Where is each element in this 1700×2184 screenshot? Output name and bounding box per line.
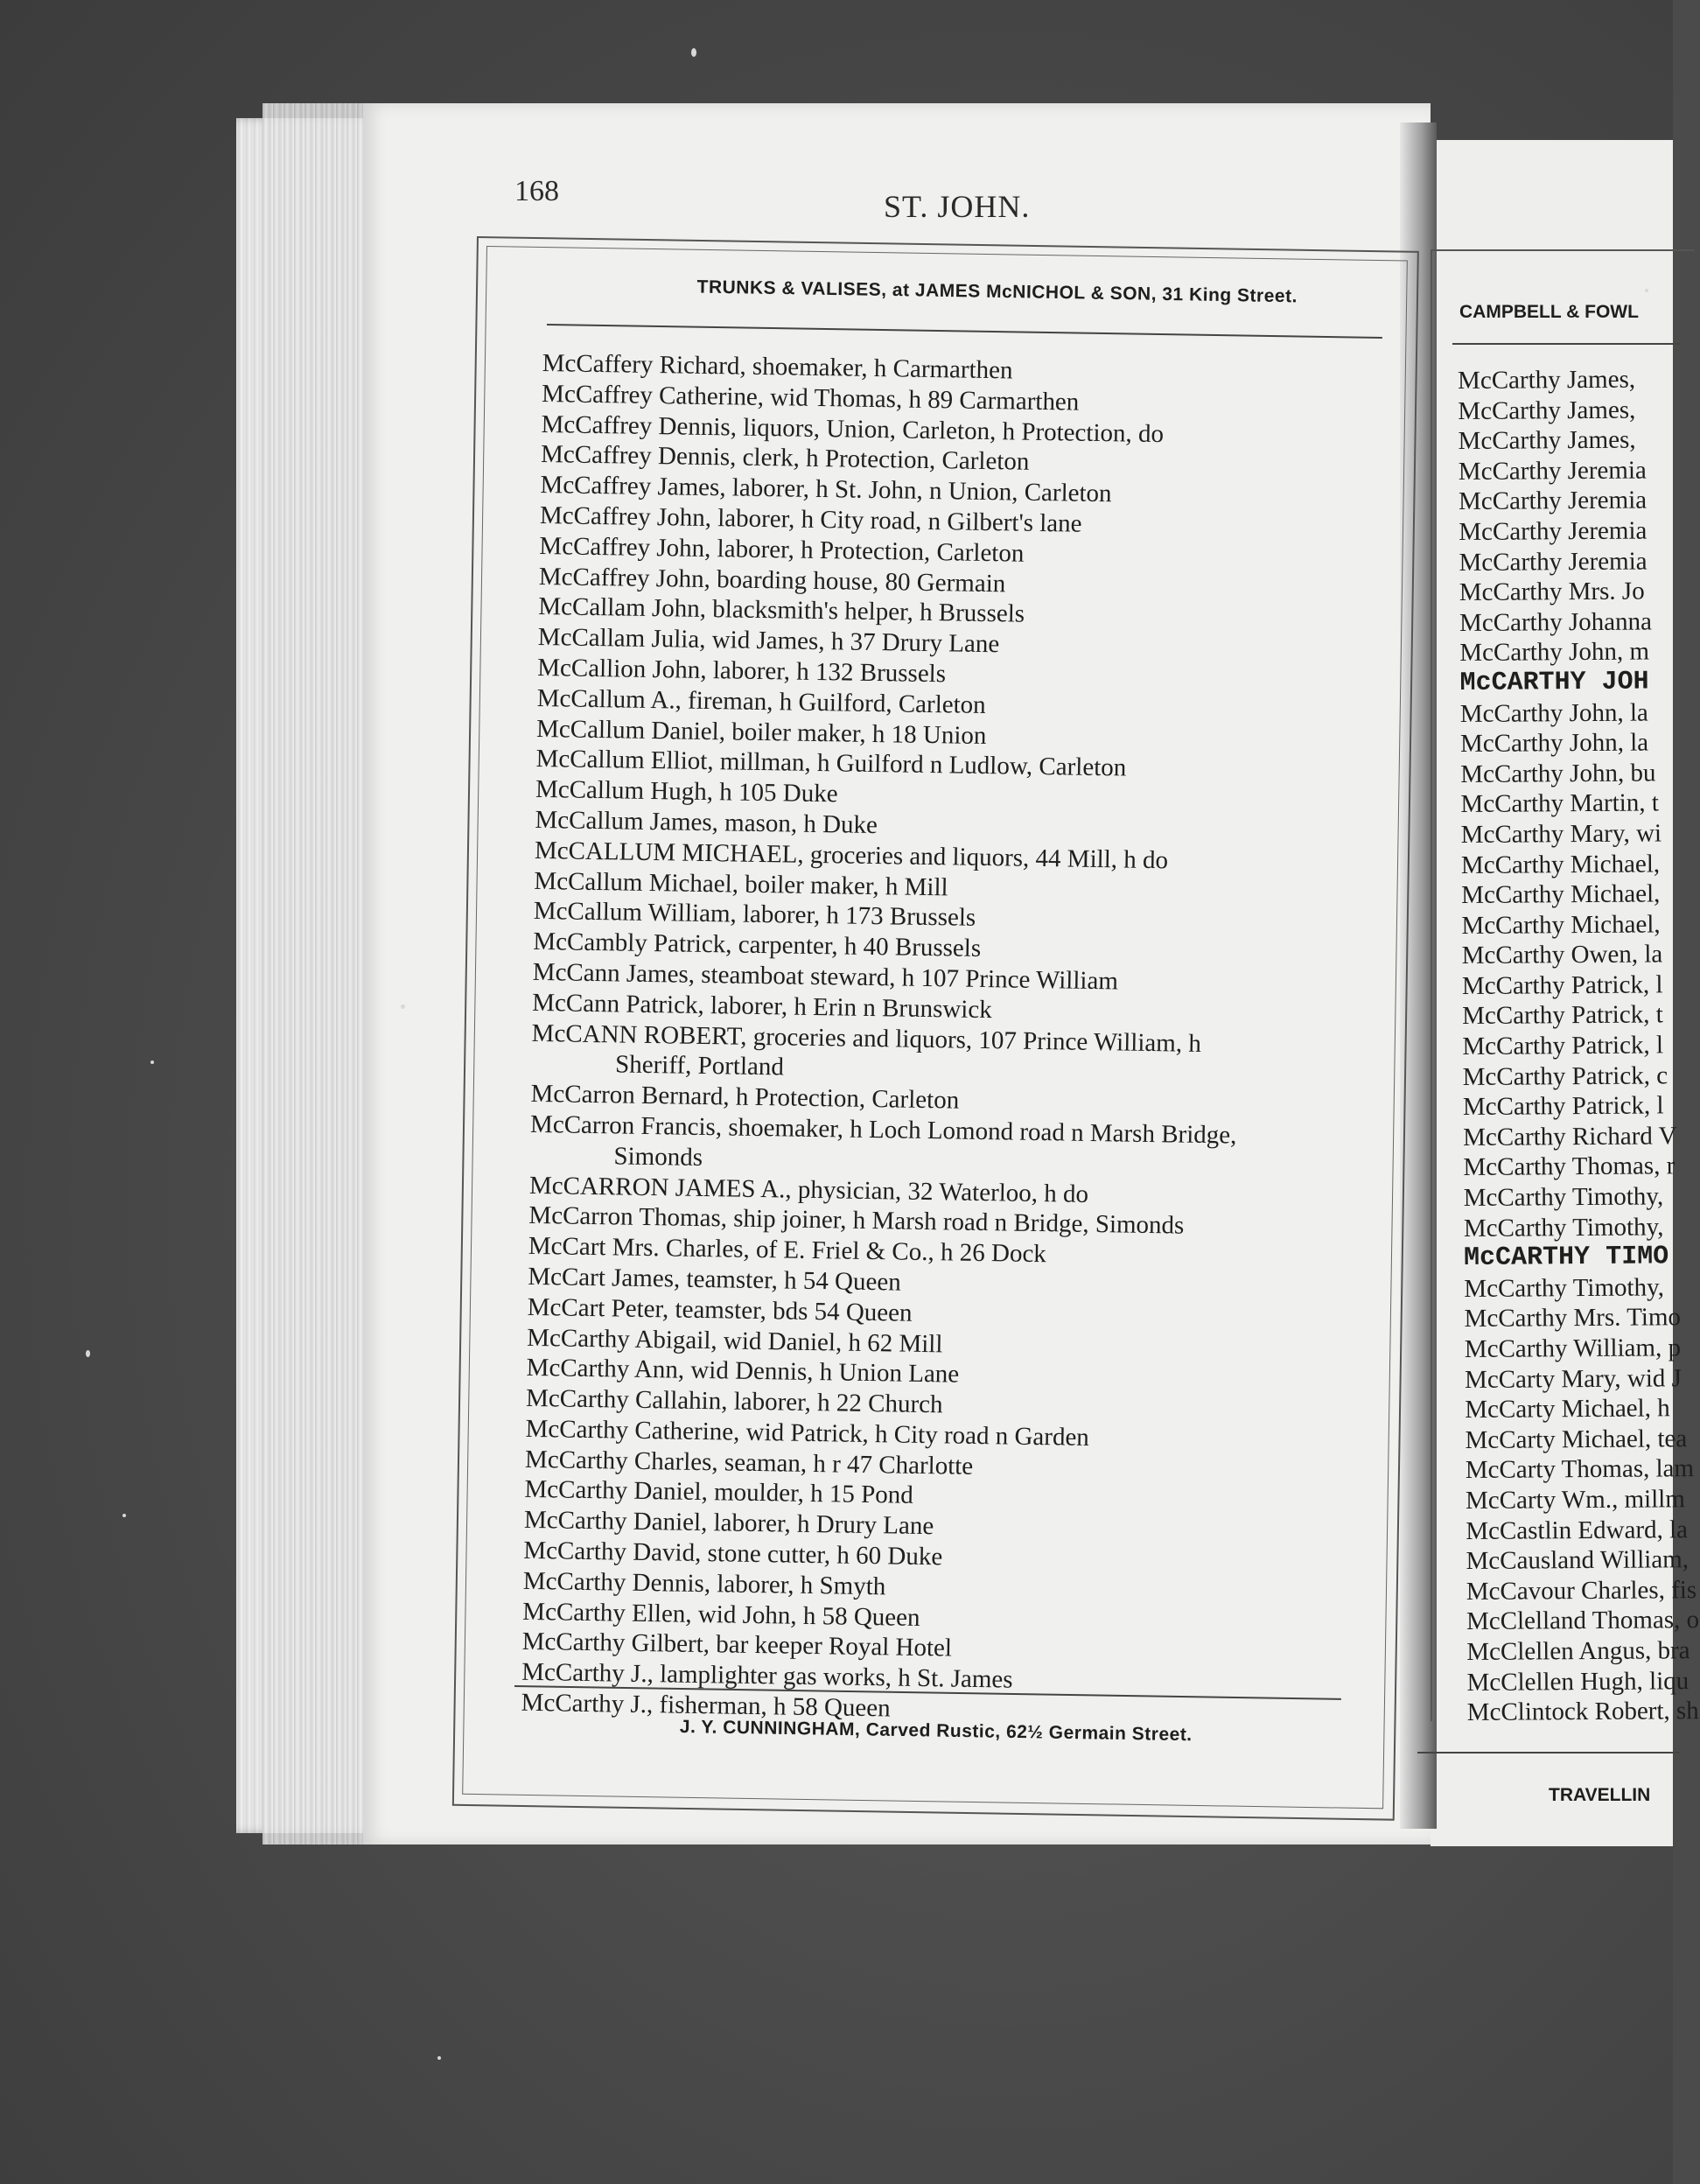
entry-detail: , boiler maker, h Mill — [731, 870, 948, 901]
right-page-entry: McCarthy Mrs. Timo — [1464, 1303, 1682, 1334]
right-page-entry: McCarty Wm., millm — [1465, 1485, 1685, 1515]
entry-name: McCarthy Ann — [526, 1354, 679, 1384]
entry-name: McCarthy Dennis — [522, 1566, 705, 1598]
entry-detail: , fisherman, h 58 Queen — [646, 1690, 891, 1723]
right-page-entry: McCarthy Patrick, l — [1461, 970, 1663, 1000]
entry-name: McCart Peter — [527, 1292, 663, 1323]
entry-detail: , laborer, h 132 Brussels — [700, 655, 947, 689]
right-page-entry: McCarthy Johanna — [1459, 607, 1653, 637]
entry-detail: , of E. Friel & Co., h 26 Dock — [743, 1235, 1047, 1269]
entry-detail: , millman, h Guilford n Ludlow, Carleton — [707, 747, 1127, 782]
right-page-entry: McCarty Michael, tea — [1465, 1424, 1688, 1454]
entry-name: McCallum James — [535, 805, 712, 837]
entry-name: McCallam John — [538, 592, 701, 624]
entry-name: McCallum Daniel — [535, 714, 719, 746]
entry-detail: , clerk, h Protection, Carleton — [729, 443, 1030, 477]
entry-name: McCallum William — [533, 897, 731, 928]
entry-detail: , h Protection, Carleton — [723, 1082, 960, 1115]
entry-name: McCaffrey Catherine — [541, 379, 759, 411]
right-page-entry: McCarthy Owen, la — [1461, 940, 1663, 970]
entry-name: McCarthy Daniel — [523, 1506, 702, 1537]
page-stack — [262, 103, 363, 1844]
entry-detail: , wid John, h 58 Queen — [685, 1600, 920, 1632]
entry-name: McCARRON JAMES A. — [528, 1171, 786, 1203]
entry-name: McCarthy Catherine — [525, 1414, 734, 1446]
right-page-entry: McCarthy Jeremia — [1458, 456, 1647, 486]
right-page-listing — [1458, 364, 1700, 1727]
entry-detail: , boarding house, 80 Germain — [703, 564, 1006, 598]
entry-name: McCart Mrs. Charles — [528, 1231, 744, 1264]
entry-detail: , wid Thomas, h 89 Carmarthen — [757, 382, 1080, 416]
right-page-entry: McCarthy John, la — [1459, 698, 1648, 728]
right-page-entry: McCarty Michael, h — [1465, 1394, 1670, 1424]
entry-name: McCaffrey Dennis — [540, 440, 731, 472]
entry-detail: , laborer, h St. John, n Union, Carleton — [719, 473, 1112, 508]
entry-name: McCambly Patrick — [533, 928, 726, 959]
right-page-entry: McCausland William, — [1466, 1545, 1690, 1576]
entry-detail: , blacksmith's helper, h Brussels — [699, 595, 1025, 629]
entry-detail: , steamboat steward, h 107 Prince William — [688, 960, 1119, 996]
right-page-entry: McClelland Thomas, o — [1466, 1606, 1700, 1636]
entry-detail: , fireman, h Guilford, Carleton — [675, 686, 986, 719]
entry-detail: , shoemaker, h Loch Lomond road n Marsh Bridge, — [715, 1113, 1237, 1150]
entry-name: McCarthy Callahin — [525, 1383, 722, 1416]
entry-detail: , laborer, h 173 Brussels — [730, 900, 976, 933]
entry-name: McCart James — [528, 1262, 675, 1293]
right-page-entry: McCavour Charles, fis — [1466, 1575, 1697, 1606]
entry-detail: , wid James, h 37 Drury Lane — [698, 626, 1000, 659]
right-page-entry: McCarthy William, p — [1464, 1334, 1682, 1363]
entry-continuation: Sheriff, Portland — [614, 1050, 785, 1082]
entry-detail: , teamster, bds 54 Queen — [661, 1294, 913, 1327]
right-page-entry: McCARTHY JOH — [1459, 667, 1649, 698]
page-number: 168 — [514, 175, 559, 207]
entry-detail: , ship joiner, h Marsh road n Bridge, Simonds — [720, 1204, 1185, 1240]
entry-name: McCarthy J. — [521, 1688, 647, 1719]
entry-name: McCarthy Gilbert — [521, 1628, 703, 1659]
right-page-entry: McCarthy Mrs. Jo — [1459, 577, 1645, 607]
right-page-entry: McCastlin Edward, la — [1466, 1515, 1689, 1545]
entry-detail: , moulder, h 15 Pond — [701, 1478, 913, 1510]
entry-detail: , laborer, h City road, n Gilbert's lane — [704, 503, 1082, 538]
entry-name: McCallam Julia — [537, 623, 700, 654]
right-page-entry: McCarthy Michael, — [1461, 910, 1661, 940]
right-page-entry: McClellen Hugh, liqu — [1466, 1666, 1690, 1697]
right-page-entry: McCarthy John, m — [1459, 637, 1650, 668]
entry-detail: , laborer, h Protection, Carleton — [703, 534, 1025, 568]
entry-name: McCallum A. — [536, 683, 675, 715]
entry-name: McCaffrey Dennis — [541, 410, 731, 441]
entry-detail: , laborer, h Erin n Brunswick — [697, 990, 993, 1024]
right-page-entry: McClellen Angus, bra — [1466, 1636, 1690, 1666]
entry-detail: , laborer, h Drury Lane — [700, 1508, 934, 1541]
right-page-entry: McCarthy Mary, wi — [1460, 819, 1662, 849]
directory-listing — [521, 348, 1382, 1732]
entry-name: McCaffrey John — [538, 562, 704, 593]
right-page-entry: McCarthy Timothy, — [1463, 1213, 1664, 1242]
entry-name: McCANN ROBERT — [531, 1018, 741, 1051]
right-page-entry: McCarthy Martin, t — [1460, 788, 1659, 819]
right-page-entry: McCarthy Jeremia — [1459, 547, 1648, 577]
right-page-entry: McCarty Thomas, lam — [1465, 1454, 1695, 1485]
entry-detail: , liquors, Union, Carleton, h Protection, do — [730, 412, 1165, 448]
entry-detail: , stone cutter, h 60 Duke — [694, 1538, 943, 1572]
right-page-entry: McCarthy Patrick, l — [1462, 1091, 1664, 1122]
entry-name: McCann Patrick — [532, 988, 698, 1019]
entry-detail: , shoemaker, h Carmarthen — [739, 352, 1013, 385]
entry-detail: , h 105 Duke — [706, 778, 838, 808]
right-page-entry: McCarthy Michael, — [1461, 879, 1661, 910]
entry-detail: , lamplighter gas works, h St. James — [647, 1660, 1013, 1694]
right-page-entry: McCarthy James, — [1458, 425, 1636, 456]
right-page-top-rule — [1452, 343, 1680, 345]
right-page-entry: McCarthy James, — [1458, 396, 1636, 425]
entry-name: McCarthy Daniel — [524, 1475, 702, 1507]
right-page-entry: McCarthy Jeremia — [1458, 486, 1648, 516]
right-page-entry: McCARTHY TIMO — [1464, 1242, 1669, 1274]
right-page-entry: McCarthy Richard V — [1463, 1122, 1677, 1152]
entry-name: McCaffrey James — [540, 471, 720, 502]
entry-detail: , carpenter, h 40 Brussels — [724, 930, 982, 963]
right-page-entry: McCarthy Jeremia — [1459, 516, 1648, 546]
entry-name: McCALLUM MICHAEL — [534, 836, 798, 869]
entry-name: McCallion John — [537, 653, 701, 684]
running-title: ST. JOHN. — [884, 189, 1031, 224]
entry-name: McCarron Thomas — [528, 1201, 721, 1233]
entry-detail: , bar keeper Royal Hotel — [703, 1630, 953, 1663]
right-page-entry: McCarthy Thomas, r — [1463, 1152, 1676, 1182]
entry-name: McCarthy David — [523, 1536, 696, 1567]
entry-name: McCallum Michael — [534, 866, 732, 899]
entry-detail: , groceries and liquors, 44 Mill, h do — [797, 840, 1169, 875]
right-page-entry: McCarthy Patrick, c — [1462, 1061, 1669, 1091]
entry-name: McCaffrey John — [539, 531, 705, 563]
entry-detail: , groceries and liquors, 107 Prince William, h — [740, 1022, 1202, 1058]
entry-detail: , laborer, h Smyth — [703, 1569, 886, 1601]
entry-detail: , physician, 32 Waterloo, h do — [785, 1174, 1089, 1208]
right-page-entry: McCarthy Timothy, — [1463, 1182, 1664, 1213]
right-page-entry: McClintock Robert, sh — [1466, 1697, 1699, 1727]
right-page-entry: McCarthy John, la — [1459, 728, 1649, 759]
right-page-entry: McCarthy Patrick, t — [1462, 1000, 1663, 1031]
right-page-entry: McCarty Mary, wid J — [1464, 1363, 1683, 1394]
entry-detail: , wid Patrick, h City road n Garden — [732, 1418, 1090, 1452]
right-page-entry: McCarthy Timothy, — [1464, 1273, 1665, 1303]
entry-name: McCarthy Abigail — [526, 1323, 711, 1354]
entry-detail: , mason, h Duke — [711, 808, 878, 840]
entry-detail: , boiler maker, h 18 Union — [718, 717, 987, 750]
entry-name: McCallum Hugh — [535, 775, 708, 807]
right-page-entry: McCarthy James, — [1458, 365, 1636, 395]
top-advertisement: TRUNKS & VALISES, at JAMES McNICHOL & SON, 31 King Street. — [696, 276, 1298, 307]
entry-name: McCarthy Charles — [524, 1445, 712, 1476]
entry-detail: , laborer, h 22 Church — [720, 1387, 943, 1419]
right-page-entry: McCarthy Michael, — [1460, 849, 1661, 879]
entry-name: McCarthy Ellen — [522, 1597, 686, 1628]
right-page-entry: McCarthy John, bu — [1460, 759, 1656, 788]
entry-name: McCaffery Richard — [542, 348, 740, 381]
entry-name: McCann James — [532, 957, 689, 989]
bottom-advertisement: J. Y. CUNNINGHAM, Carved Rustic, 62½ Germain Street. — [679, 1716, 1193, 1746]
entry-continuation: Simonds — [613, 1142, 703, 1172]
right-page-entry: McCarthy Patrick, l — [1462, 1031, 1664, 1061]
entry-detail: , teamster, h 54 Queen — [673, 1264, 902, 1297]
right-page-bottom-advertisement: TRAVELLIN — [1549, 1785, 1651, 1805]
entry-name: McCarron Bernard — [530, 1080, 724, 1111]
entry-name: McCaffrey John — [539, 500, 705, 532]
entry-name: McCallum Elliot — [535, 745, 708, 776]
right-page-bottom-rule — [1417, 1752, 1680, 1754]
entry-name: McCarthy J. — [521, 1658, 647, 1689]
entry-detail: , wid Daniel, h 62 Mill — [710, 1326, 943, 1358]
entry-detail: , seaman, h r 47 Charlotte — [711, 1447, 974, 1480]
right-page-top-advertisement: CAMPBELL & FOWL — [1459, 302, 1639, 322]
entry-detail: , wid Dennis, h Union Lane — [677, 1355, 960, 1389]
entry-name: McCarron Francis — [529, 1110, 717, 1142]
